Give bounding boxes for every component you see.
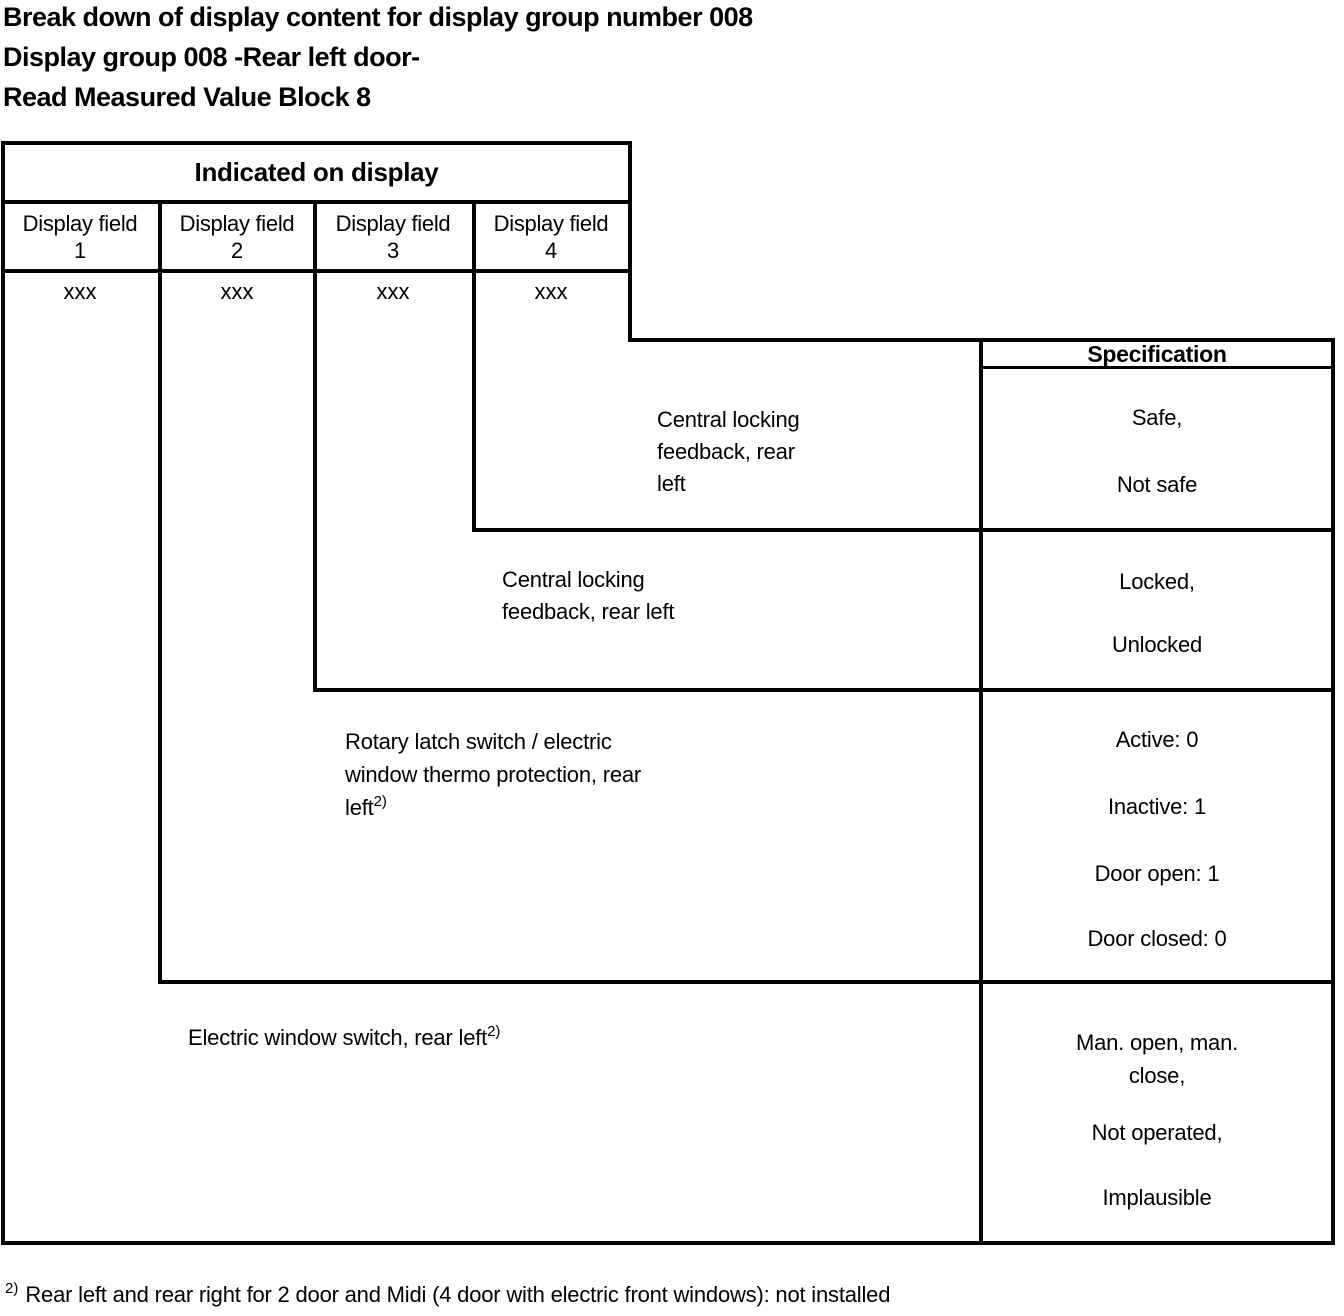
row-field1-description bbox=[188, 1023, 501, 1052]
row-field4-description-line-1: Central locking bbox=[657, 407, 800, 432]
display-field-2-label: Display field bbox=[179, 211, 295, 236]
footnote-marker: 2) bbox=[5, 1280, 19, 1297]
row-field3-description-line-2: feedback, rear left bbox=[502, 599, 675, 624]
row-field1-spec-item-1 bbox=[983, 1026, 1331, 1092]
specification-header: Specification bbox=[1087, 340, 1227, 367]
border-row4-top bbox=[158, 980, 1335, 984]
row-field1-description-line-1: Electric window switch, rear left bbox=[188, 1025, 488, 1050]
row-field2-description-line-1: Rotary latch switch / electric bbox=[345, 729, 612, 754]
display-field-2-header bbox=[162, 210, 312, 266]
display-field-3-label: Display field bbox=[335, 211, 451, 236]
row-field2-description-line-3: left$^{2)}$ bbox=[345, 793, 387, 820]
row-field3-description-line-1: Central locking bbox=[502, 567, 645, 592]
row-field2-spec-item-1: Active: 0 bbox=[1115, 727, 1199, 752]
display-field-4-label: Display field bbox=[493, 211, 609, 236]
display-field-2-value: xxx bbox=[220, 279, 254, 304]
border-spec-right bbox=[1331, 338, 1335, 1245]
row-field2-spec-item-2: Inactive: 1 bbox=[1107, 794, 1207, 819]
indicated-on-display-header: Indicated on display bbox=[194, 156, 439, 187]
border-left-outer bbox=[1, 141, 5, 1245]
row-field3-description bbox=[502, 564, 674, 628]
row-field1-spec-item-2: Not operated, bbox=[1091, 1120, 1223, 1145]
border-col1-col2 bbox=[158, 200, 162, 984]
display-field-3-header bbox=[317, 210, 469, 266]
row-field4-description bbox=[657, 404, 800, 500]
row-field2-description bbox=[345, 725, 641, 827]
display-field-1-value: xxx bbox=[63, 279, 97, 304]
footnote-reference-mark: 2) bbox=[487, 1023, 501, 1040]
row-field4-spec-item-1: Safe, bbox=[1131, 405, 1183, 430]
row-field3-spec-item-1: Locked, bbox=[1119, 569, 1195, 594]
border-col2-col3 bbox=[313, 200, 317, 692]
page-title-line-2: Display group 008 -Rear left door- bbox=[3, 42, 420, 72]
row-field1-spec-item-1-line-1: Man. open, man. bbox=[1075, 1030, 1239, 1055]
row-field2-spec-item-3: Door open: 1 bbox=[1094, 861, 1220, 886]
footnote-reference-mark: 2) bbox=[373, 793, 387, 810]
display-field-1-number: 1 bbox=[74, 238, 86, 263]
row-field2-description-line-2: window thermo protection, rear bbox=[345, 762, 642, 787]
row-field2-spec-item-4: Door closed: 0 bbox=[1087, 926, 1227, 951]
page-title-line-1: Break down of display content for display group number 008 bbox=[3, 2, 753, 32]
border-row3-top bbox=[313, 688, 1335, 692]
row-field4-description-line-2: feedback, rear bbox=[657, 439, 795, 464]
row-field4-spec-item-2: Not safe bbox=[1116, 472, 1198, 497]
row-field1-spec-item-3: Implausible bbox=[1102, 1185, 1212, 1210]
footnote-text: Rear left and rear right for 2 door and Midi (4 door with electric front windows): not installed bbox=[25, 1282, 891, 1307]
border-row2-top bbox=[472, 528, 1335, 532]
display-field-4-header bbox=[476, 210, 626, 266]
display-field-2-number: 2 bbox=[231, 238, 243, 263]
footnote bbox=[5, 1282, 890, 1308]
display-field-4-value: xxx bbox=[534, 279, 568, 304]
row-field3-spec-item-2: Unlocked bbox=[1111, 632, 1203, 657]
border-diagram-bottom bbox=[1, 1241, 1335, 1245]
page-title bbox=[3, 0, 753, 117]
row-field1-spec-item-1-line-2: close, bbox=[1128, 1063, 1186, 1088]
display-field-1-header bbox=[5, 210, 155, 266]
display-field-3-number: 3 bbox=[387, 238, 399, 263]
page-title-line-3: Read Measured Value Block 8 bbox=[3, 82, 371, 112]
display-field-3-value: xxx bbox=[376, 279, 410, 304]
display-field-4-number: 4 bbox=[545, 238, 557, 263]
row-field4-description-line-3: left bbox=[657, 471, 686, 496]
display-field-1-label: Display field bbox=[22, 211, 138, 236]
